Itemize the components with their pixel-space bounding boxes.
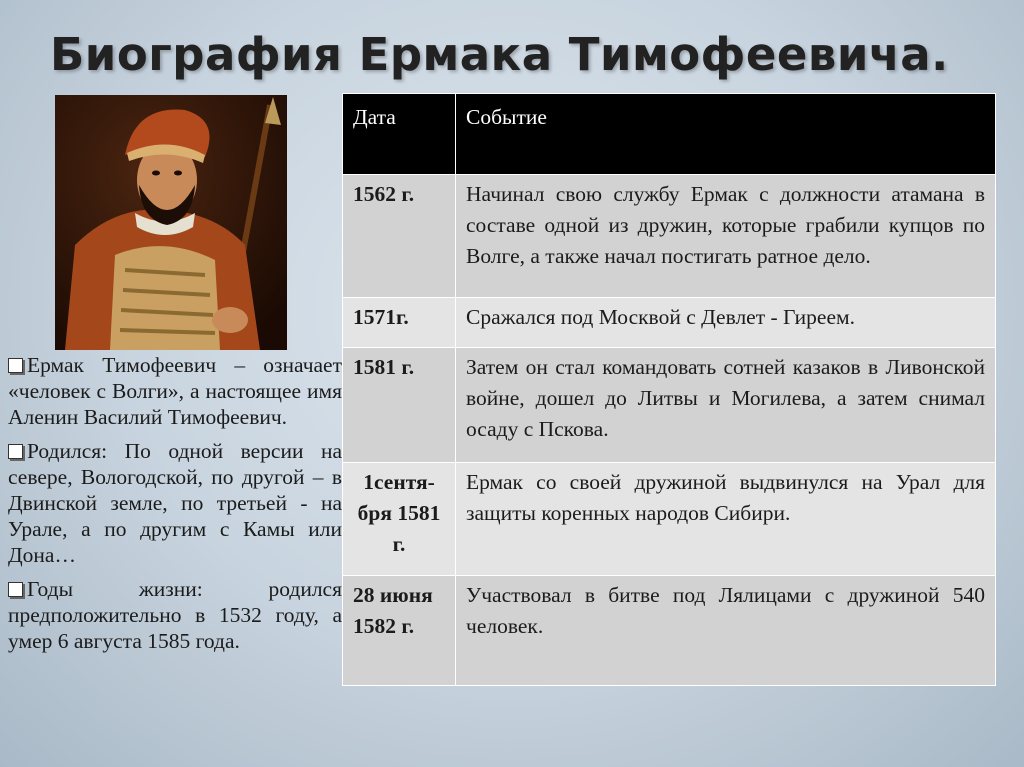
bio-paragraph-birthplace: Родился: По одной версии на севере, Вологодской, по другой – в Двинской земле, по третьей - на Урале, а по другим с Камы или Дона… bbox=[8, 439, 342, 567]
header-event: Событие bbox=[456, 94, 996, 175]
table-header-row bbox=[343, 94, 996, 175]
checkbox-bullet-icon bbox=[8, 582, 23, 597]
bio-paragraph-name: Ермак Тимофеевич – означает «человек с Волги», а настоящее имя Аленин Василий Тимофеевич. bbox=[8, 353, 342, 429]
events-table bbox=[342, 93, 996, 686]
header-date: Дата bbox=[343, 94, 456, 175]
ermak-portrait-illustration bbox=[55, 95, 287, 350]
row-event: Ермак со своей дружиной выдвинулся на Урал для защиты коренных народов Сибири. bbox=[456, 463, 996, 576]
row-date: 28 июня 1582 г. bbox=[343, 576, 456, 686]
checkbox-bullet-icon bbox=[8, 358, 23, 373]
table-row bbox=[343, 348, 996, 463]
row-date: 1562 г. bbox=[343, 175, 456, 298]
row-event: Участвовал в битве под Лялицами с дружиной 540 человек. bbox=[456, 576, 996, 686]
table-row bbox=[343, 175, 996, 298]
row-date: 1сентя-бря 1581 г. bbox=[343, 463, 456, 576]
row-event: Начинал свою службу Ермак с должности атамана в составе одной из дружин, которые грабили купцов по Волге, а также начал постигать ратное дело. bbox=[456, 175, 996, 298]
bio-paragraph-years: Годы жизни: родился предположительно в 1532 году, а умер 6 августа 1585 года. bbox=[8, 577, 342, 653]
checkbox-bullet-icon bbox=[8, 444, 23, 459]
biography-text bbox=[8, 352, 342, 662]
portrait-image bbox=[55, 95, 287, 350]
table-row bbox=[343, 576, 996, 686]
row-event: Сражался под Москвой с Девлет - Гиреем. bbox=[456, 298, 996, 348]
table-row bbox=[343, 463, 996, 576]
row-date: 1581 г. bbox=[343, 348, 456, 463]
table-row bbox=[343, 298, 996, 348]
row-date: 1571г. bbox=[343, 298, 456, 348]
row-event: Затем он стал командовать сотней казаков в Ливонской войне, дошел до Литвы и Могилева, а затем снимал осаду с Пскова. bbox=[456, 348, 996, 463]
slide-title: Биография Ермака Тимофеевича. bbox=[50, 28, 949, 81]
